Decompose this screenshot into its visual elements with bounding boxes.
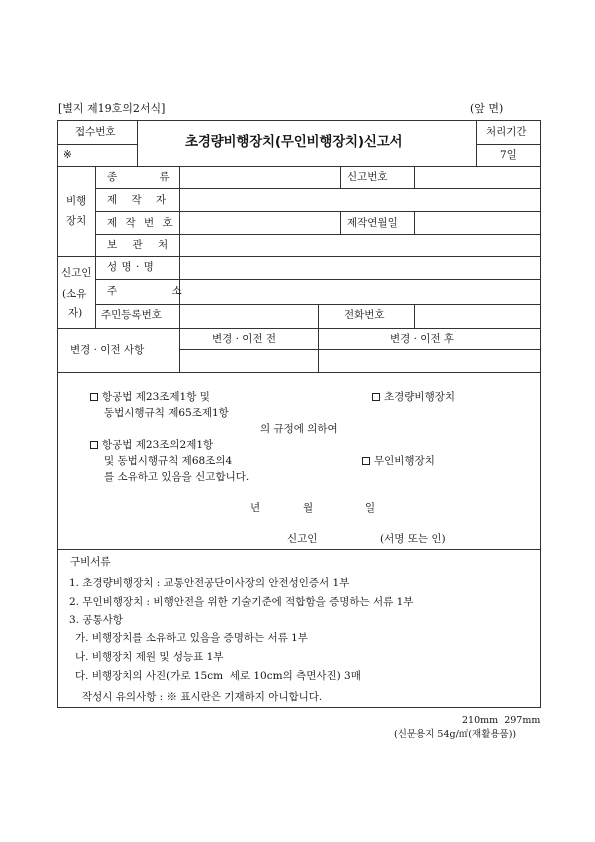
documents-heading: 구비서류 <box>70 556 111 568</box>
applicant-sign-label: 신고인 <box>287 533 318 545</box>
receipt-number-label: 접수번호 <box>75 126 116 138</box>
applicant-group-label-3: 자) <box>68 307 83 319</box>
paper-size: 210mm 297mm <box>462 715 541 726</box>
option-ultralight <box>372 392 455 403</box>
paper-spec: (신문용지 54g/㎡(재활용품)) <box>394 729 517 740</box>
divider <box>340 166 341 189</box>
type-label: 종 류 <box>107 171 171 183</box>
divider <box>57 256 541 257</box>
divider <box>340 211 341 234</box>
divider <box>179 166 180 328</box>
page-side-label: (앞 면) <box>470 102 504 115</box>
divider <box>95 188 541 189</box>
storage-label: 보 관 처 <box>107 239 169 251</box>
report-number-label: 신고번호 <box>347 171 388 183</box>
law1-line2: 동법시행규칙 제65조제1항 <box>104 407 229 419</box>
aviation-law-2-checkbox[interactable] <box>90 441 98 449</box>
document-item: 2. 무인비행장치 : 비행안전을 위한 기술기준에 적합함을 증명하는 서류 1부 <box>69 596 414 608</box>
month-label: 월 <box>303 502 314 514</box>
document-item: 나. 비행장치 제원 및 성능표 1부 <box>75 651 224 663</box>
divider <box>57 166 541 167</box>
declaration-statement: 를 소유하고 있음을 신고합니다. <box>104 471 250 483</box>
day-label: 일 <box>365 502 376 514</box>
by-rule-text: 의 규정에 의하여 <box>260 423 338 435</box>
divider <box>179 349 541 350</box>
processing-period-value: 7일 <box>500 149 517 161</box>
divider <box>95 234 541 235</box>
unmanned-checkbox[interactable] <box>362 457 370 465</box>
change-label: 변경 · 이전 사항 <box>70 344 145 356</box>
phone-label: 전화번호 <box>344 309 385 321</box>
aviation-law-checkbox[interactable] <box>90 393 98 401</box>
divider <box>414 166 415 189</box>
divider <box>95 279 541 280</box>
form-code: [별지 제19호의2서식] <box>58 102 166 115</box>
divider <box>179 328 180 372</box>
divider <box>57 328 541 329</box>
divider <box>476 120 477 167</box>
law2-line1 <box>90 440 213 451</box>
option-ultralight-text: 초경량비행장치 <box>384 391 456 403</box>
option-unmanned-text: 무인비행장치 <box>374 455 435 467</box>
signature-label: (서명 또는 인) <box>380 533 446 545</box>
law1-line1 <box>90 392 210 403</box>
divider <box>57 372 541 373</box>
receipt-mark: ※ <box>63 149 72 161</box>
device-group-label-2: 장치 <box>66 215 87 227</box>
law1-line1-text: 항공법 제23조제1항 및 <box>102 391 210 403</box>
applicant-group-label-2: (소유 <box>62 288 87 300</box>
divider <box>414 304 415 328</box>
document-item: 가. 비행장치를 소유하고 있음을 증명하는 서류 1부 <box>75 632 308 644</box>
document-item: 1. 초경량비행장치 : 교통안전공단이사장의 안전성인증서 1부 <box>69 577 350 589</box>
document-item: 다. 비행장치의 사진(가로 15cm 세로 10cm의 측면사진) 3매 <box>75 670 361 682</box>
processing-period-label: 처리기간 <box>486 126 527 138</box>
form-title: 초경량비행장치(무인비행장치)신고서 <box>185 134 403 150</box>
serial-number-label: 제 작 번 호 <box>107 217 174 229</box>
divider <box>318 328 319 372</box>
divider <box>414 211 415 234</box>
change-after-label: 변경 · 이전 후 <box>390 333 455 345</box>
applicant-group-label: 신고인 <box>61 267 92 279</box>
change-before-label: 변경 · 이전 전 <box>212 333 277 345</box>
maker-label: 제 작 자 <box>107 194 167 206</box>
ultralight-checkbox[interactable] <box>372 393 380 401</box>
divider <box>137 120 138 167</box>
divider <box>476 144 541 145</box>
divider <box>57 549 541 550</box>
document-item: 3. 공통사항 <box>69 614 123 626</box>
divider <box>57 144 137 145</box>
address-label: 주 소 <box>107 285 183 297</box>
device-group-label: 비행 <box>66 195 87 207</box>
name-label: 성 명 · 명 <box>107 261 155 273</box>
law2-line2: 및 동법시행규칙 제68조의4 <box>104 455 233 467</box>
option-unmanned <box>362 456 435 467</box>
resident-id-label: 주민등록번호 <box>101 309 162 321</box>
writing-note: 작성시 유의사항 : ※ 표시란은 기재하지 아니합니다. <box>82 691 323 703</box>
year-label: 년 <box>250 502 261 514</box>
law2-line1-text: 항공법 제23조의2제1항 <box>102 439 214 451</box>
divider <box>318 304 319 328</box>
divider <box>95 211 541 212</box>
manufacture-date-label: 제작연월일 <box>347 217 398 229</box>
